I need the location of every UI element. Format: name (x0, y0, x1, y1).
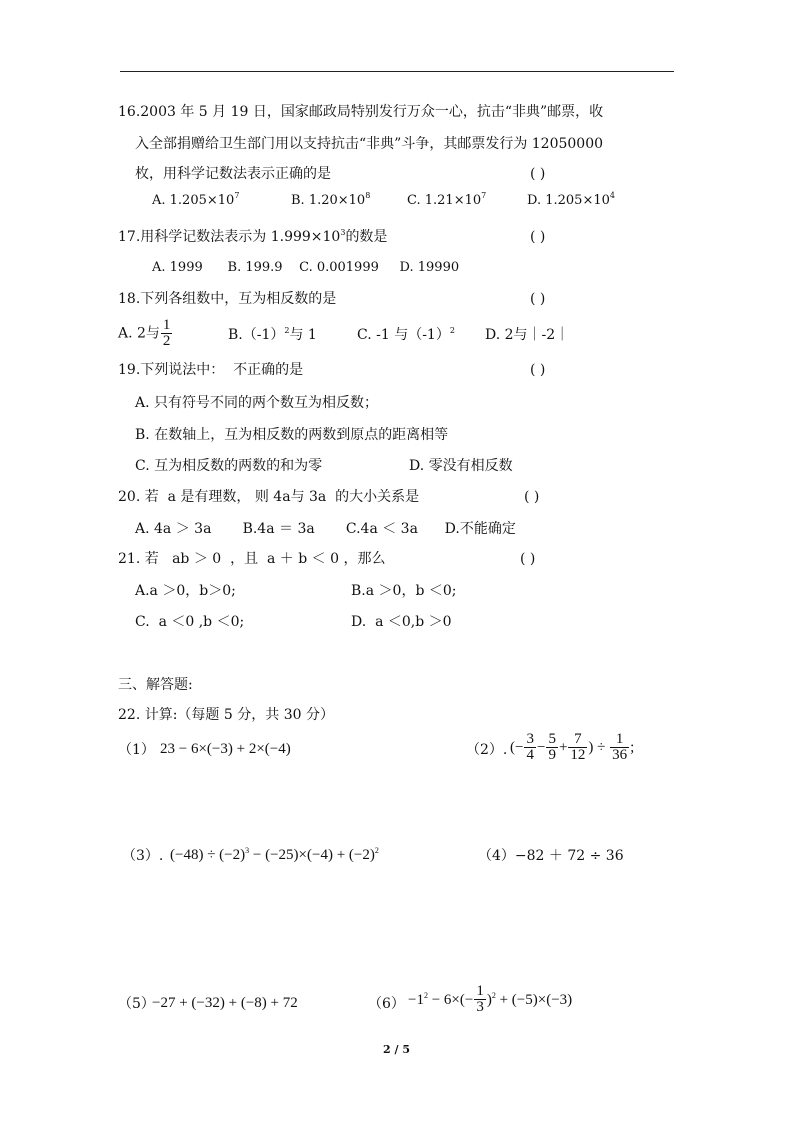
q16-option-b: B. $1.20\times 10^8$ (291, 191, 371, 208)
q17-answer-paren: ( ) (530, 229, 546, 245)
q19-answer-paren: ( ) (530, 362, 546, 378)
q21-option-d: D. a ＜0,b ＞0 (351, 614, 452, 630)
problem-3-expression: $(-48) \div (-2)^3 - (-25)\times(-4) + (-2)^2$ (170, 846, 379, 863)
q19-option-d: D. 零没有相反数 (409, 458, 513, 474)
q16-option-a: A. $1.205\times 10^7$ (152, 191, 240, 208)
q19-option-b: B. 在数轴上，互为相反数的两数到原点的距离相等 (135, 427, 449, 443)
q21-stem: 21. 若 ab ＞ 0 ，且 a ＋ b ＜ 0 ，那么 (118, 551, 386, 567)
q17-stem: 17.用科学记数法表示为 $1.999\times 10^3$的数是 (118, 228, 388, 245)
q21-option-a: A.a ＞0，b＞0; (135, 583, 236, 599)
problem-6-label: （6） (368, 996, 405, 1012)
q21-option-b: B.a ＞0，b ＜0; (351, 583, 457, 599)
problem-5-expression: −27 + (−32) + (−8) + 72 (152, 995, 298, 1011)
problem-6-expression: $-1^2 - 6\times(-$ $\frac{1}{3}$ )$^2$ + (−5)×(−3) (408, 983, 573, 1015)
q16-option-c: C. $1.21\times 10^7$ (407, 191, 487, 208)
q20-answer-paren: ( ) (524, 489, 540, 505)
q20-options: A. 4a ＞ 3a B.4a ＝ 3a C.4a ＜ 3a D.不能确定 (135, 521, 516, 537)
problem-5-label: （5） (118, 996, 155, 1012)
q21-option-c: C. a ＜0 ,b ＜0; (135, 614, 245, 630)
q19-stem: 19.下列说法中： 不正确的是 (118, 362, 304, 378)
q16-line1: 16.2003 年 5 月 19 日，国家邮政局特别发行万众一心，抗击“非典”邮票，收 (118, 104, 604, 120)
q18-option-c: C. -1 与$(-1)^2$ (357, 326, 455, 343)
problem-4: （4）−82 ＋ 72 ÷ 36 (478, 848, 624, 864)
q18-option-d: D. 2与｜-2｜ (485, 327, 570, 343)
page-number: 2 / 5 (383, 1043, 410, 1056)
q19-option-a: A. 只有符号不同的两个数互为相反数； (135, 395, 379, 411)
q22-stem: 22. 计算:（每题 5 分，共 30 分） (118, 707, 334, 723)
problem-3-label: （3）. (122, 848, 164, 864)
q20-stem: 20. 若 a 是有理数， 则 4a与 3a 的大小关系是 (118, 489, 420, 505)
problem-2-expression: (− $\frac{3}{4}$ − $\frac{5}{9}$ + $\frac{7}{12}$ ) ÷ $\frac{1}{36}$ ; (510, 731, 635, 763)
q18-option-b: $B.(-1)^2$与 1 (228, 326, 317, 343)
problem-1-label: （1） (118, 742, 155, 758)
q16-option-d: D. $1.205\times 10^4$ (527, 191, 615, 208)
q19-option-c: C. 互为相反数的两数的和为零 (135, 458, 323, 474)
q16-line2: 入全部捐赠给卫生部门用以支持抗击“非典”斗争，其邮票发行为 12050000 (135, 136, 604, 152)
q16-answer-paren: ( ) (530, 166, 546, 182)
problem-2-label: （2）. (466, 742, 508, 758)
section-title: 三、解答题: (118, 677, 193, 693)
header-rule (120, 71, 674, 72)
q18-option-a: A. 2与 $\frac{1}{2}$ (118, 317, 171, 349)
q18-answer-paren: ( ) (530, 291, 546, 307)
fraction-half: $\frac{1}{2}$ (162, 317, 171, 349)
q16-line3: 枚，用科学记数法表示正确的是 (135, 166, 331, 182)
q18-stem: 18.下列各组数中，互为相反数的是 (118, 291, 337, 307)
problem-1-expression: 23 − 6×(−3) + 2×(−4) (160, 741, 291, 757)
q21-answer-paren: ( ) (520, 551, 536, 567)
q17-options: A. 1999 B. 199.9 C. 0.001999 D. 19990 (152, 260, 460, 275)
